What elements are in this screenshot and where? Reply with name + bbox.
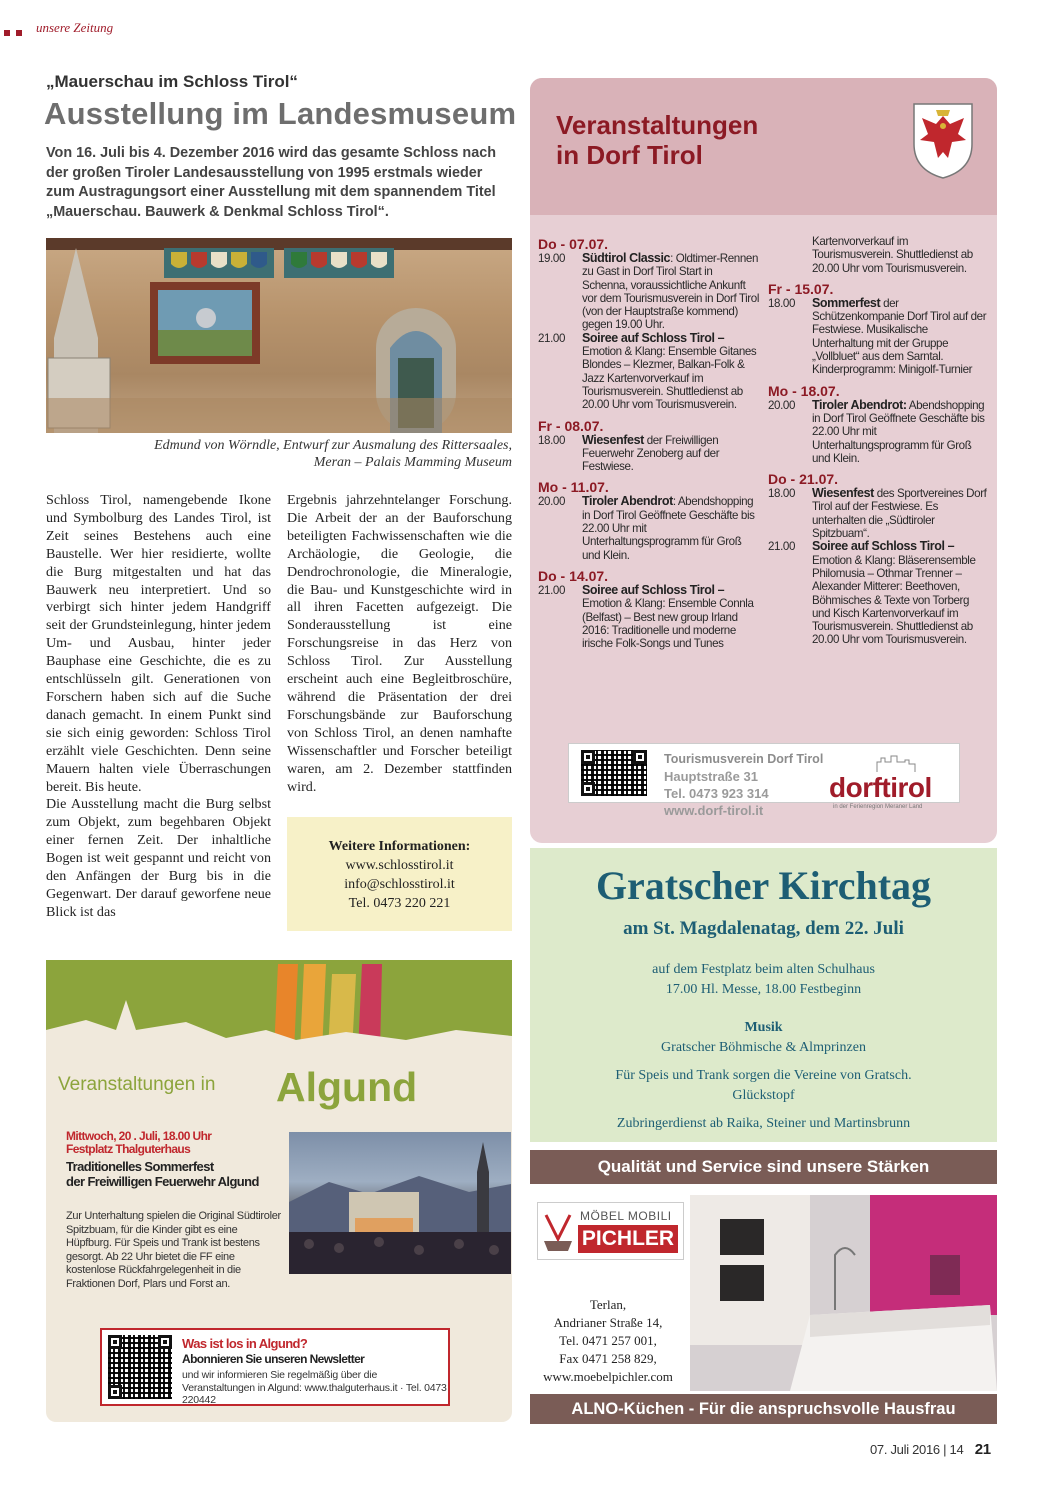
gratsch-line: auf dem Festplatz beim alten Schulhaus bbox=[652, 962, 875, 977]
event-title: Wiesenfest bbox=[582, 432, 644, 447]
gratsch-title: Gratscher Kirchtag bbox=[595, 863, 932, 908]
event-time: 18.00 bbox=[768, 296, 796, 310]
tourism-office-web[interactable]: www.dorf-tirol.it bbox=[664, 803, 764, 818]
dorftirol-logo-subtitle: in der Ferienregion Meraner Land bbox=[833, 804, 923, 810]
event-title-line: der Freiwilligen Feuerwehr Algund bbox=[66, 1174, 259, 1189]
event-title: Südtirol Classic bbox=[582, 251, 671, 265]
events-right-column bbox=[768, 235, 990, 647]
event-date: Mittwoch, 20 . Juli, 18.00 Uhr bbox=[66, 1129, 212, 1143]
event-day: Fr - 15.07. bbox=[768, 280, 834, 297]
address-line: Andrianer Straße 14, bbox=[553, 1315, 663, 1330]
kitchen-photo bbox=[690, 1195, 997, 1391]
info-email-link[interactable]: info@schlosstirol.it bbox=[344, 877, 455, 892]
gratsch-music bbox=[530, 1018, 997, 1058]
event-text: Emotion & Klang: Ensemble Gitanes Blondes – Klezmer, Balkan-Folk & Jazz Kartenvorverkauf im Tourismusverein. Shuttledienst ab 20.00 Uhr vom Tourismusverein. bbox=[582, 345, 757, 412]
event-title: Tiroler Abendrot bbox=[582, 494, 673, 509]
event-time: 21.00 bbox=[538, 331, 566, 345]
festival-photo bbox=[289, 1132, 511, 1274]
event-item bbox=[768, 540, 990, 646]
event-item bbox=[538, 332, 760, 412]
article-lead: Von 16. Juli bis 4. Dezember 2016 wird das gesamte Schloss nach der großen Tiroler Landesausstellung von 1995 erstmals wieder zum Austragungsort einer Ausstellung mit dem spannendem Titel „Mauerschau. Bauwerk & Denkmal Schloss Tirol“. bbox=[46, 145, 497, 220]
article-column-1 bbox=[46, 492, 271, 922]
gratsch-shuttle: Zubringerdienst ab Raika, Steiner und Martinsbrunn bbox=[616, 1116, 911, 1131]
event-time: 21.00 bbox=[768, 540, 796, 554]
pichler-logo-top: MÖBEL MOBILI bbox=[580, 1209, 672, 1223]
alno-slogan-bar: ALNO-Küchen - Für die anspruchsvolle Hausfrau bbox=[530, 1394, 997, 1424]
newsletter-box bbox=[100, 1328, 450, 1406]
page-number: 21 bbox=[974, 1441, 991, 1458]
caption-line: Meran – Palais Mamming Museum bbox=[313, 455, 512, 470]
event-text: : Oldtimer-Rennen zu Gast in Dorf Tirol Start in Schenna, voraussichtliche Ankunft vor dem Tourismusverein in Dorf Tirol (von der Hauptstraße kommend) gegen 19.00 Uhr. bbox=[582, 252, 759, 332]
gratsch-music-label: Musik bbox=[744, 1020, 783, 1035]
event-day: Mo - 11.07. bbox=[538, 479, 609, 496]
dorftirol-logo: dorftirol bbox=[829, 772, 932, 803]
event-text: Abendshopping in Dorf Tirol Geöffnete Geschäfte bis 22.00 Uhr mit Unterhaltungsprogramm für Groß und Klein. bbox=[812, 398, 985, 465]
publication-name: unsere Zeitung bbox=[36, 20, 114, 35]
gratsch-line: 17.00 Hl. Messe, 18.00 Festbeginn bbox=[665, 982, 862, 997]
tourism-office-phone: Tel. 0473 923 314 bbox=[664, 786, 769, 801]
newsletter-title: Was ist los in Algund? bbox=[182, 1336, 308, 1351]
info-phone: Tel. 0473 220 221 bbox=[348, 896, 451, 911]
event-day: Do - 21.07. bbox=[768, 471, 839, 488]
dorf-tirol-events-box bbox=[530, 78, 997, 843]
event-day: Fr - 08.07. bbox=[538, 417, 604, 434]
event-text: Emotion & Klang: Ensemble Connla (Belfast) – Best new group Irland 2016: Traditionelle und moderne irische Folk-Songs und Tunes bbox=[582, 597, 754, 651]
qr-code-icon[interactable] bbox=[108, 1335, 172, 1399]
event-title: Tiroler Abendrot: bbox=[812, 397, 907, 412]
gratsch-line: Gratscher Böhmische & Almprinzen bbox=[661, 1040, 866, 1055]
pichler-address bbox=[530, 1296, 686, 1386]
algund-subtitle: Veranstaltungen in bbox=[58, 1074, 216, 1095]
newsletter-subtitle: Abonnieren Sie unseren Newsletter bbox=[182, 1352, 365, 1366]
event-item bbox=[538, 252, 760, 332]
body-text: Schloss Tirol, namengebende Ikone und Symbolburg des Landes Tirol, ist Zeit seines Bestehens auch eine Baustelle. Wer hier residierte, wollte die Burg mitgestalten und hat das Bauwerk neu interpretiert. Und so verbirgt sich hinter jedem Handgriff seit der Grundsteinlegung, hinter jedem Um- und Ausbau, hinter jeder Bauphase eine Geschichte, die es zu entschlüsseln gilt. Generationen von Forschern haben sich auf die Suche danach gemacht. In einem Punkt sind sie sich einig geworden: Schloss Tirol erzählt viele Geschichten. Denn seine Mauern halten viele Überraschungen bereit. Bis heute. bbox=[46, 492, 271, 795]
event-time: 18.00 bbox=[538, 433, 566, 447]
algund-event-title bbox=[66, 1159, 259, 1189]
pichler-slogan-bar: Qualität und Service sind unsere Stärken bbox=[530, 1150, 997, 1184]
event-item bbox=[538, 434, 760, 474]
event-title: Soiree auf Schloss Tirol – bbox=[582, 330, 725, 345]
events-title-line: Veranstaltungen bbox=[556, 110, 759, 140]
article-column-2: Ergebnis jahrzehntelanger Forschung. Die Arbeit der an der Bauforschung beteiligten Fachwissenschaften wie die Archäologie, die Geologie, die Dendrochronologie, die Mineralogie, die Bau- und Kunstgeschichte wird in all ihren Facetten aufgezeigt. Die Sonderausstellung ist eine Forschungsreise in das Herz von Schloss Tirol. Zur Ausstellung erscheint auch eine Begleitbroschüre, während die Präsentation der drei Forschungsbände zur Bauforschung von Schloss Tirol, an denen namhafte Wissenschaftler und Forscher beteiligt waren, am 2. Dezember stattfinden wird. bbox=[287, 492, 512, 795]
qr-code-icon[interactable] bbox=[581, 750, 647, 796]
issue-date: 07. Juli 2016 | 14 bbox=[870, 1442, 964, 1457]
address-line: Terlan, bbox=[589, 1297, 627, 1312]
tourism-office-name: Tourismusverein Dorf Tirol bbox=[664, 752, 824, 766]
address-line: Fax 0471 258 829, bbox=[559, 1351, 657, 1366]
page-folio bbox=[870, 1441, 991, 1458]
event-title: Soiree auf Schloss Tirol – bbox=[582, 582, 725, 597]
header-mark bbox=[16, 30, 22, 36]
tourism-office-box bbox=[568, 743, 960, 818]
event-title-line: Traditionelles Sommerfest bbox=[66, 1159, 214, 1174]
pichler-logo-name: PICHLER bbox=[578, 1225, 678, 1253]
events-title-line: in Dorf Tirol bbox=[556, 140, 703, 170]
body-text: Die Ausstellung macht die Burg selbst zum Objekt, zum begehbaren Objekt einer fernen Zeit. Der inhaltliche Bogen ist weit gespannt und reicht von den Anfängen der Burg bis in die Gegenwart. Der darauf geworfene neue Blick ist das bbox=[46, 796, 271, 920]
event-item bbox=[768, 487, 990, 540]
pichler-logo bbox=[537, 1202, 684, 1260]
event-time: 18.00 bbox=[768, 487, 796, 501]
event-time: 20.00 bbox=[768, 398, 796, 412]
address-line: Tel. 0471 257 001, bbox=[559, 1333, 657, 1348]
gratsch-subtitle: am St. Magdalenatag, dem 22. Juli bbox=[623, 918, 904, 939]
event-title: Soiree auf Schloss Tirol – bbox=[812, 539, 955, 554]
event-time: 20.00 bbox=[538, 495, 566, 509]
article-kicker: „Mauerschau im Schloss Tirol“ bbox=[46, 72, 298, 91]
info-title: Weitere Informationen: bbox=[328, 839, 471, 854]
event-item bbox=[768, 297, 990, 377]
algund-event-description: Zur Unterhaltung spielen die Original Südtiroler Spitzbuam, für die Kinder gibt es eine Hüpfburg. Für Speis und Trank ist bestens gesorgt. Ab 22 Uhr bietet die FF eine kostenlose Rückfahrgelegenheit in die Fraktionen Dorf, Plars und Forst an. bbox=[66, 1210, 281, 1290]
algund-ad bbox=[46, 960, 512, 1422]
event-text: der Freiwilligen Feuerwehr Zenoberg auf der Festwiese. bbox=[582, 433, 720, 474]
newsletter-text: und wir informieren Sie regelmäßig über die Veranstaltungen in Algund: www.thalguterhaus.it · Tel. 0473 220442 bbox=[182, 1369, 447, 1406]
pichler-web[interactable]: www.moebelpichler.com bbox=[543, 1369, 673, 1384]
event-text: : Abendshopping in Dorf Tirol Geöffnete Geschäfte bis 22.00 Uhr mit Unterhaltungsprogramm für Groß und Klein. bbox=[582, 495, 755, 562]
gratsch-location bbox=[530, 960, 997, 1000]
event-text-continued: Kartenvorverkauf im Tourismusverein. Shuttledienst ab 20.00 Uhr vom Tourismusverein. bbox=[812, 235, 973, 275]
event-day: Do - 14.07. bbox=[538, 567, 609, 584]
info-web-link[interactable]: www.schlosstirol.it bbox=[345, 858, 454, 873]
image-caption bbox=[46, 437, 512, 471]
event-time: 19.00 bbox=[538, 252, 566, 265]
events-left-column bbox=[538, 230, 760, 650]
algund-banner bbox=[46, 960, 512, 1052]
event-text: der Schützenkompanie Dorf Tirol auf der Festwiese. Musikalische Unterhaltung mit der Gruppe „Vollbluet“ aus dem Sarntal. Kinderprogramm: Minigolf-Turnier bbox=[812, 296, 987, 377]
mural-painting-image bbox=[46, 238, 512, 433]
info-box bbox=[287, 817, 512, 931]
article-headline: Ausstellung im Landesmuseum bbox=[44, 96, 517, 131]
gratsch-line: Für Speis und Trank sorgen die Vereine von Gratsch. bbox=[615, 1068, 912, 1083]
event-item bbox=[538, 495, 760, 561]
event-text: des Sportvereines Dorf Tirol auf der Festwiese. Es unterhalten die „Südtiroler Spitzbuam“. bbox=[812, 487, 987, 541]
event-day: Mo - 18.07. bbox=[768, 382, 840, 399]
event-item bbox=[538, 584, 760, 650]
gratsch-food bbox=[530, 1066, 997, 1106]
algund-title: Algund bbox=[276, 1064, 418, 1110]
event-time: 21.00 bbox=[538, 583, 566, 597]
tirol-eagle-crest-icon bbox=[912, 102, 974, 180]
header-mark bbox=[4, 30, 10, 36]
event-title: Wiesenfest bbox=[812, 486, 874, 501]
gratsch-line: Glückstopf bbox=[732, 1088, 795, 1103]
tourism-office-street: Hauptstraße 31 bbox=[664, 769, 758, 784]
caption-line: Edmund von Wörndle, Entwurf zur Ausmalung des Rittersaales, bbox=[154, 438, 512, 453]
gratscher-kirchtag-ad bbox=[530, 848, 997, 1142]
events-title bbox=[556, 110, 758, 170]
chair-logo-icon bbox=[542, 1211, 574, 1253]
event-title: Sommerfest bbox=[812, 295, 881, 310]
algund-event-date bbox=[66, 1130, 211, 1156]
event-text: Emotion & Klang: Bläserensemble Philomusia – Othmar Trenner – Alexander Mitterer: Beethoven, Böhmisches & Texte von Torberg und Kisch Kartenvorverkauf im Tourismusverein. Shuttledienst ab 20.00 Uhr vom Tourismusverein. bbox=[812, 553, 976, 647]
event-item bbox=[768, 399, 990, 465]
event-place: Festplatz Thalguterhaus bbox=[66, 1142, 191, 1156]
castle-outline-icon bbox=[875, 752, 923, 774]
event-day: Do - 07.07. bbox=[538, 236, 609, 252]
